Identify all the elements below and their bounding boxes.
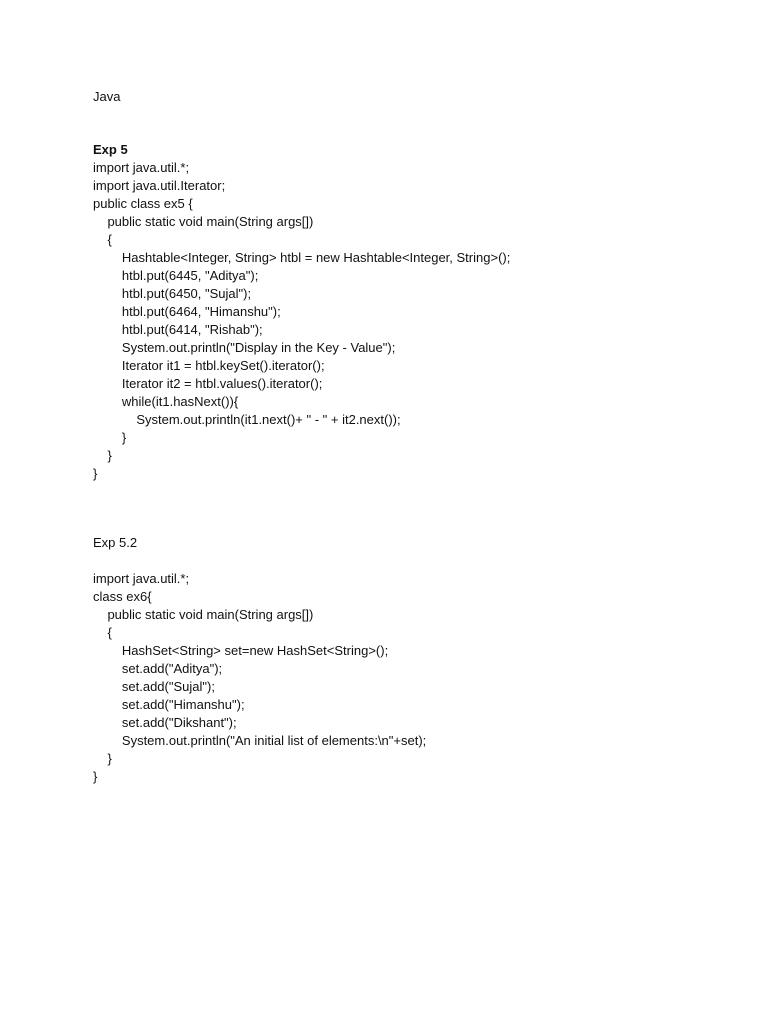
code-line: set.add("Aditya"); — [93, 661, 223, 676]
code-line: } — [93, 466, 98, 481]
section-heading: Exp 5.2 — [93, 535, 138, 550]
code-line: public static void main(String args[]) — [93, 607, 314, 622]
code-line: System.out.println("An initial list of elements:\n"+set); — [93, 733, 427, 748]
code-line: } — [93, 448, 112, 463]
code-section-exp5 — [93, 141, 510, 483]
code-line: import java.util.Iterator; — [93, 178, 226, 193]
code-line: set.add("Himanshu"); — [93, 697, 245, 712]
code-line: htbl.put(6464, "Himanshu"); — [93, 304, 281, 319]
code-line: System.out.println(it1.next()+ " - " + it2.next()); — [93, 412, 401, 427]
document-title: Java — [93, 89, 121, 104]
code-section-exp5-2 — [93, 534, 426, 786]
code-line — [93, 552, 426, 570]
code-line: import java.util.*; — [93, 571, 190, 586]
code-line: Iterator it1 = htbl.keySet().iterator(); — [93, 358, 325, 373]
code-line: { — [93, 625, 112, 640]
code-line: htbl.put(6445, "Aditya"); — [93, 268, 259, 283]
code-line: class ex6{ — [93, 589, 152, 604]
code-line: } — [93, 769, 98, 784]
code-line: Hashtable<Integer, String> htbl = new Hashtable<Integer, String>(); — [93, 250, 511, 265]
code-line: } — [93, 430, 127, 445]
code-line: HashSet<String> set=new HashSet<String>(); — [93, 643, 389, 658]
code-line: } — [93, 751, 112, 766]
code-line: set.add("Dikshant"); — [93, 715, 237, 730]
code-line: set.add("Sujal"); — [93, 679, 215, 694]
code-line: { — [93, 232, 112, 247]
code-line: while(it1.hasNext()){ — [93, 394, 239, 409]
section-heading: Exp 5 — [93, 142, 128, 157]
code-line: htbl.put(6414, "Rishab"); — [93, 322, 263, 337]
code-line: System.out.println("Display in the Key - Value"); — [93, 340, 396, 355]
code-line: htbl.put(6450, "Sujal"); — [93, 286, 252, 301]
code-line: import java.util.*; — [93, 160, 190, 175]
code-line: public static void main(String args[]) — [93, 214, 314, 229]
code-line: public class ex5 { — [93, 196, 193, 211]
code-line: Iterator it2 = htbl.values().iterator(); — [93, 376, 323, 391]
